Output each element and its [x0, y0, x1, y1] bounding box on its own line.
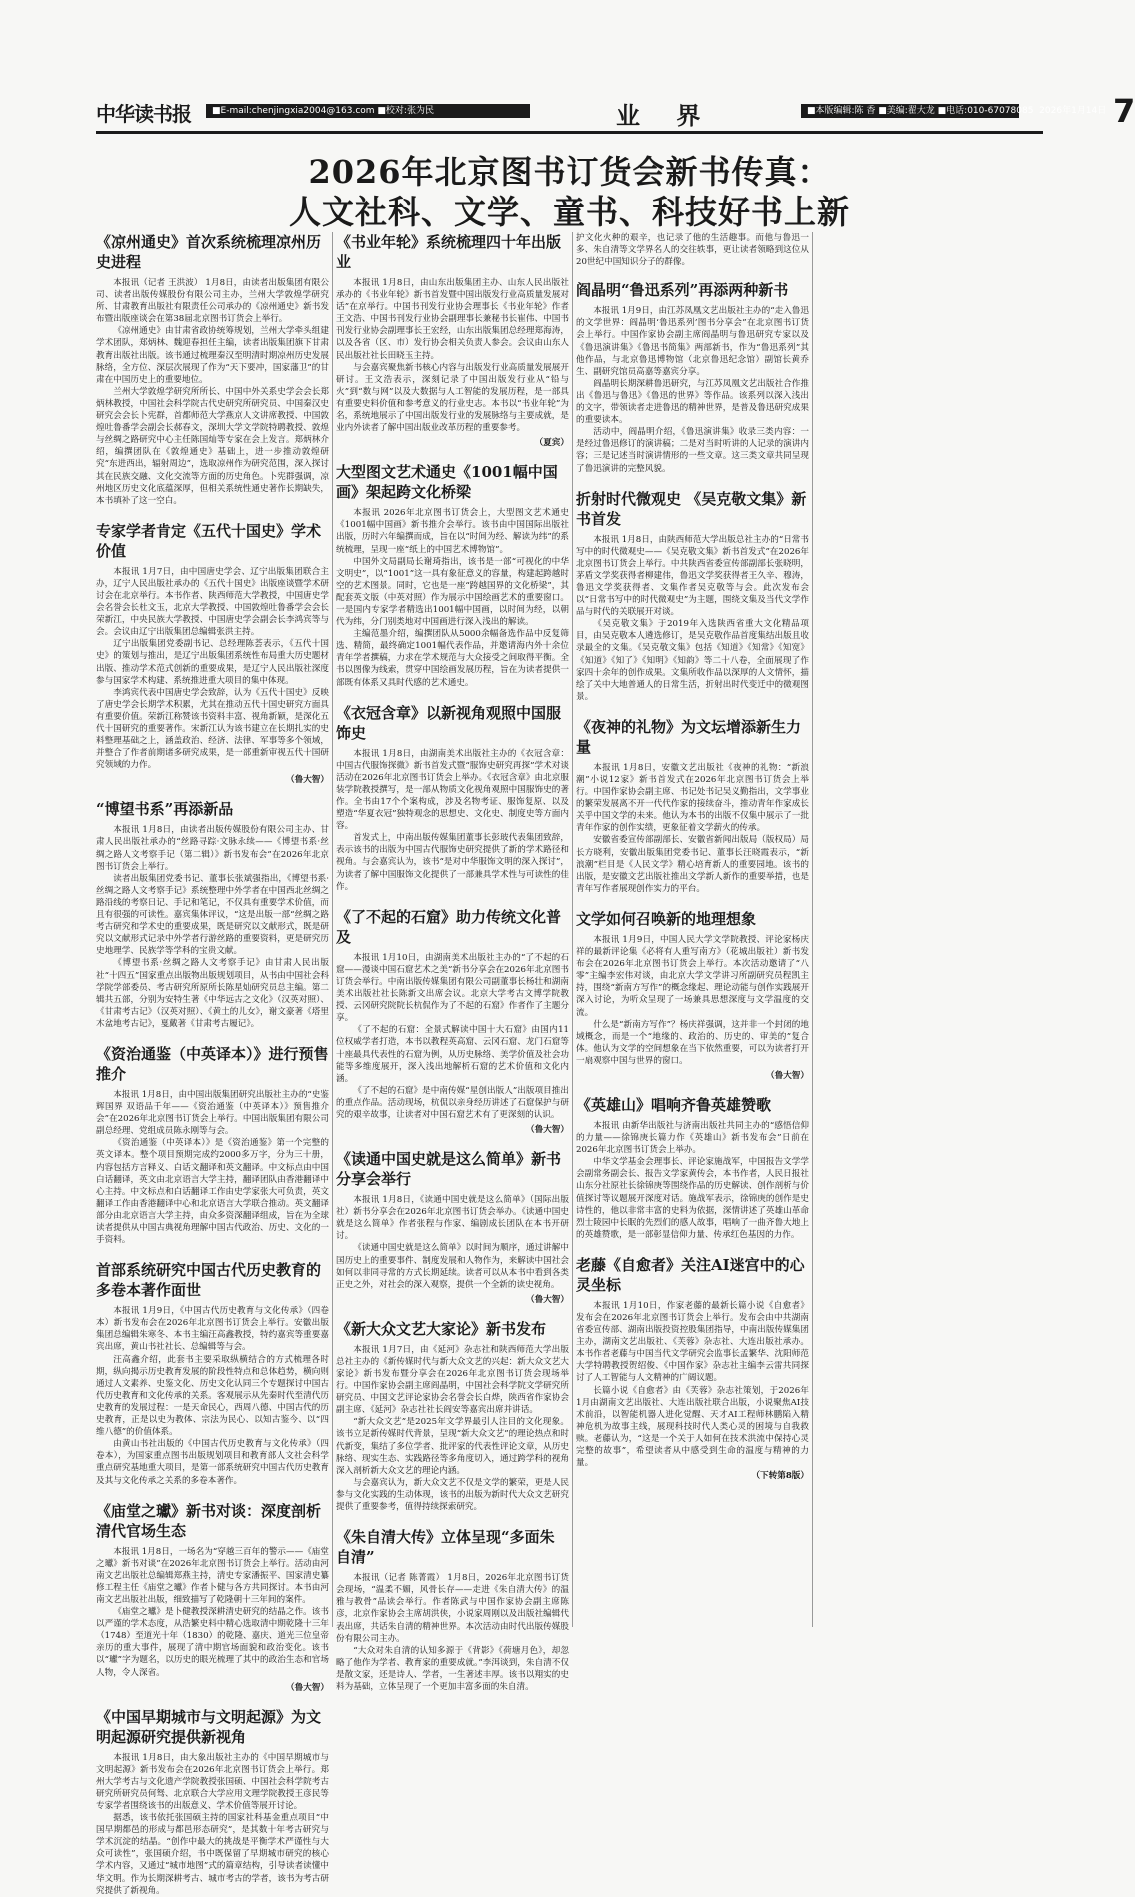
article-paragraph: 本报讯（记者 王洪波） 1月8日，由读者出版集团有限公司、读者出版传媒股份有限公司主办，兰州大学敦煌学研究所、甘肃教育出版社有限责任公司承办的《凉州通史》新书发布暨出版座谈会在第38届北京图书订货会上举行。 [96, 278, 329, 325]
article-title: 《中国早期城市与文明起源》为文明起源研究提供新视角 [96, 1707, 322, 1746]
page-headline [96, 152, 1043, 232]
article-title: 《凉州通史》首次系统梳理凉州历史进程 [96, 233, 322, 271]
article-byline: （鲁大智） [526, 1125, 569, 1136]
article-byline: （鲁大智） [286, 775, 329, 786]
article-byline: （夏宾） [534, 438, 569, 449]
article-1001-paintings [336, 462, 569, 688]
column-2 [336, 232, 569, 1692]
article-title: 《资治通鉴（中英译本）》进行预售推介 [96, 1044, 329, 1083]
article-paragraph: 护文化火种的艰辛，也记录了他的生活趣事。而他与鲁迅一多、朱自清等文学界名人的交往轶事，更让读者领略到这位从20世纪中国知识分子的群像。 [576, 233, 809, 268]
article-bowang [96, 799, 329, 1030]
page-number: 7 [1113, 92, 1135, 130]
article-paragraph: 本报讯 1月8日，一场名为“穿越三百年的警示——《庙堂之瓛》新书对谈”在2026年北京图书订货会上举行。活动由河南文艺出版社总编辑郑燕主持，清史专家潘振平、国家清史纂修工程主任《庙堂之瓛》作者卜健与各方共同探讨。本书由河南文艺出版社出版，细致描写了乾隆朝十三年间的案件。 [96, 1546, 329, 1605]
article-title: 《庙堂之瓛》新书对谈：深度剖析清代官场生态 [96, 1501, 322, 1540]
article-paragraph: 由黄山书社出版的《中国古代历史教育与文化传承》（四卷本），为国家重点图书出版规划项目和教育部人文社会科学重点研究基地重大项目，是第一部系统研究中国古代历史教育及其与文化传承之关系的多卷本著作。 [96, 1439, 329, 1486]
article-geographic-imagination [576, 909, 809, 1081]
article-paragraph: 本报讯 1月8日，由中国出版集团研究出版社主办的“史鉴辉国界 双语品千年——《资治通鉴（中英译本）》预售推介会”在2026年北京图书订货会上举行。中国出版集团有限公司副总经理、党组成员陈永刚等与会。 [96, 1089, 329, 1137]
article-self-healer [576, 1255, 809, 1481]
article-title: 折射时代微观史 《吴克敬文集》新书首发 [576, 489, 807, 528]
article-wu-kejing [576, 489, 809, 703]
column-divider [812, 232, 813, 1627]
article-paragraph: 中国外文局副局长谢琦指出，该书是一部“可视化的中华文明史”，以“1001”这一具有象征意义的容量，构建起跨越时空的艺术图景。同时，它也是一座“跨越国界的文化桥梁”，其配套英文版（中英对照）作为展示中国绘画艺术的重要窗口。一是国内专家学者精选出1001幅中国画，以时间为经，以朝代为纬，分门别类地对中国画进行深入浅出的解读。 [336, 556, 569, 628]
section-name: 业 界 [616, 102, 715, 130]
article-chinese-history [336, 1149, 569, 1305]
article-grottoes [336, 907, 569, 1135]
article-paragraph: 据悉，该书依托张国硕主持的国家社科基金重点项目“中国早期都邑的形成与都邑形态研究”，是其数十年考古研究与学术沉淀的结晶。“创作中最大的挑战是平衡学术严谨性与大众可读性”，张国硕介绍，书中既保留了早期城市研究的核心学术内容，又通过“城市地图”式的篇章结构，引导读者读懂中华文明。作为长期深耕考古、城市考古的学者，该书为考古研究提供了新视角。 [96, 1813, 329, 1896]
article-paragraph: 《凉州通史》由甘肃省政协统筹规划，兰州大学牵头组建学术团队，郑炳林、魏迎春担任主编，读者出版集团旗下甘肃教育出版社出版。该书通过梳理秦汉至明清时期凉州历史发展脉络，全方位、深层次展现了作为“天下要冲，国家藩卫”的甘肃在中国历史上的重要地位。 [96, 326, 329, 385]
page-info-bar: ■本版编辑:陈 香 ■美编:翟大龙 ■电话:010-67078085 2026年1月14日 [801, 104, 1019, 118]
article-paragraph: 本报讯 1月10日，作家老藤的最新长篇小说《自愈者》发布会在2026年北京图书订货会上举行。发布会由中共湖南省委宣传部、湖南出版投资控股集团指导，中南出版传媒集团主办，湖南文艺出版社、《芙蓉》杂志社、大连出版社承办。本书作者老藤与中国当代文学研究会监事长孟繁华、沈阳师范大学特聘教授贺绍俊、《中国作家》杂志社主编李云雷共同探讨了人工智能与人文精神的广阔议题。 [576, 1300, 809, 1384]
article-lu-xun-series [576, 232, 809, 475]
article-paragraph: 辽宁出版集团党委副书记、总经理陈荟表示，《五代十国史》的策划与推出，是辽宁出版集团系统性布局重大历史题材出版、推动学术范式创新的重要成果，是辽宁人民出版社深度参与国家学术构建、系统推进重大项目的集中体现。 [96, 639, 329, 686]
article-paragraph: 本报讯 1月8日，《读通中国史就是这么简单》（国际出版社）新书分享会在2026年北京图书订货会举办。《读通中国史就是这么简单》作者张程与作家、编剧成长团队在本书开研讨。 [336, 1195, 569, 1242]
masthead [96, 92, 1135, 130]
article-paragraph: 《了不起的石窟》是中南传媒“星创出版人”出版项目推出的重点作品。活动现场，杭侃以亲身经历讲述了石窟保护与研究的艰辛故事，让读者对中国石窟艺术有了更深刻的认识。 [336, 1085, 569, 1120]
article-miaotang [96, 1501, 329, 1693]
article-paragraph: “大众对朱自清的认知多源于《背影》《荷塘月色》，却忽略了他作为学者、教育家的重要成就。”李洱谈到，朱自清不仅是散文家，还是诗人、学者，一生著述丰厚。该书以翔实的史料为基础，立体呈现了一个更加丰富多面的朱自清。 [336, 1645, 569, 1692]
article-paragraph: 《读通中国史就是这么简单》以时间为顺序，通过讲解中国历史上的重要事件、制度发展和人物作为，来解读中国社会如何以非同寻常的方式长期延续。读者可以从本书中看到各类正史之外，对社会的深入观察，提供一个全新的读史视角。 [336, 1243, 569, 1290]
article-title: 老藤《自愈者》关注AI迷宫中的心灵坐标 [576, 1255, 805, 1294]
article-paragraph: 读者出版集团党委书记、董事长张斌强指出，《博望书系·丝绸之路人文考察手记》系统整理中外学者在中国西北丝绸之路沿线的考察日记、手记和笔记，不仅具有重要学术价值，而且有很强的可读性。嘉宾集体评议，“这是出版一部“丝绸之路考古研究和学术史的重要成果，既是研究以文献形式，既是研究以文献形式记录中外学者行游丝路的重要资料，更是研究历史地理学、民族学等学科的宝贵文献。 [96, 873, 329, 957]
article-paragraph: 与会嘉宾认为，新大众文艺不仅是文学的繁荣，更是人民参与文化实践的生动体现，该书的出版为新时代大众文艺研究提供了重要参考，值得持续探索研究。 [336, 1477, 569, 1513]
article-byline: （鲁大智） [286, 1682, 329, 1693]
article-paragraph: 本报讯 1月9日，由江苏凤凰文艺出版社主办的“走入鲁迅的文学世界：阎晶明‘鲁迅系列’图书分享会”在北京图书订货会上举行。中国作家协会副主席阎晶明与鲁迅研究专家以及《鲁迅演讲集》《鲁迅书简集》两部新书，作为“鲁迅系列”其他作品，与北京鲁迅博物馆（北京鲁迅纪念馆）副馆长黄乔生、副研究馆员高嘉等嘉宾分享。 [576, 306, 809, 377]
column-3 [576, 232, 809, 1627]
article-paragraph: 本报讯 2026年北京图书订货会上，大型图文艺术通史《1001幅中国画》新书推介会举行。该书由中国国际出版社出版，历时六年编撰而成，旨在以“时间为经、解读为纬”的系统梳理，呈现一座“纸上的中国艺术博物馆”。 [336, 508, 569, 555]
article-paragraph: 兰州大学敦煌学研究所所长、中国中外关系史学会会长郑炳林教授，中国社会科学院古代史研究所研究员、中国秦汉史研究会会长卜宪群，首都师范大学燕京人文讲席教授、中国敦煌吐鲁番学会副会长郝春文，深圳大学文学院特聘教授、敦煌与丝绸之路研究中心主任陈国灿等专家在会上发言。郑炳林介绍，编撰团队在《敦煌通史》基础上，进一步推动敦煌研究“东进西出，辐射周边”，选取凉州作为研究范围，深入探讨其在民族交融、文化交流等方面的历史角色。卜宪群强调，凉州地区历史文化底蕴深厚，但相关系统性通史著作长期缺失，本书填补了这一空白。 [96, 386, 329, 506]
issue-date: 2026年1月14日 [1039, 106, 1107, 116]
headline-line-1: 2026年北京图书订货会新书传真： [308, 153, 831, 191]
article-zizhitongjian [96, 1044, 329, 1246]
article-byline: （鲁大智） [766, 1070, 809, 1081]
article-paragraph: 阎晶明长期深耕鲁迅研究，与江苏凤凰文艺出版社合作推出《鲁迅与鲁迅》《鲁迅的世界》等作品。该系列以深入浅出的文字，带领读者走进鲁迅的精神世界，是普及鲁迅研究成果的重要读本。 [576, 378, 809, 426]
article-paragraph: 本报讯 1月8日，由陕西师范大学出版总社主办的“日常书写中的时代微观史——《吴克敬文集》新书首发式”在2026年北京图书订货会上举行。中共陕西省委宣传部副部长张晓明，茅盾文学奖获得者柳建伟，鲁迅文学奖获得者王久辛、穆涛，鲁迅文学奖获得者、文集作者吴克敬等与会。此次发布会以“日常书写中的时代微观史”为主题，围绕文集及当代文学作品与时代的关联展开对谈。 [576, 534, 809, 618]
article-title: 《英雄山》唱响齐鲁英雄赞歌 [576, 1095, 772, 1114]
article-title: 《读通中国史就是这么简单》新书分享会举行 [336, 1150, 562, 1189]
headline-line-2: 人文社科、文学、童书、科技好书上新 [288, 193, 850, 231]
article-paragraph: 本报讯 1月7日，由中国唐史学会、辽宁出版集团联合主办，辽宁人民出版社承办的《五代十国史》出版座谈暨学术研讨会在北京举行。本书作者、陕西师范大学教授，中国唐史学会名誉会长杜文玉，北京大学教授、中国敦煌吐鲁番学会会长荣新江，中央民族大学教授、中国唐史学会副会长李鸿宾等与会。会议由辽宁出版集团总编辑张洪主持。 [96, 566, 329, 638]
article-paragraph: 本报讯 1月7日，由《延河》杂志社和陕西师范大学出版总社主办的《新传媒时代与新大众文艺的兴起：新大众文艺大家论》新书发布暨分享会在2026年北京图书订货会现场举行。中国作家协会副主席阎晶明，中国社会科学院文学研究所研究员、中国文艺评论家协会名誉会长白烨，陕西省作家协会副主席、《延河》杂志社社长阎安等嘉宾出席并讲话。 [336, 1344, 569, 1416]
article-paragraph: 《庙堂之瓛》是卜健教授深耕清史研究的结晶之作。该书以严谨的学术态度，从浩繁史料中精心选取清中期乾隆十三年（1748）至道光十年（1830）的乾隆、嘉庆、道光三位皇帝亲历的重大事件，展现了清中期官场面貌和政治变化。该书以“瓛”字为题名，以历史的眼光梳理了其中的政治生态和官场人物，令人深省。 [96, 1607, 329, 1678]
article-paragraph: “新大众文艺”是2025年文学界最引人注目的文化现象。该书立足新传媒时代背景，呈现“新大众文艺”的理论热点和时代新变，集结了多位学者、批评家的代表性评论文章，从历史脉络、现实生态、实践路径等多角度切入，通过跨学科的视角深入剖析新大众文艺的理论内涵。 [336, 1417, 569, 1476]
article-paragraph: 《博望书系·丝绸之路人文考察手记》由甘肃人民出版社“十四五”国家重点出版物出版规划项目，从书由中国社会科学院学部委员、考古研究所原所长陈星灿研究员总主编。第二辑共五部，分别为安特生著《中华远古之文化》（汉英对照）、《甘肃考古记》（汉英对照）、《黄土的儿女》，谢文豪著《塔里木盆地考古记》，戛戴著《甘肃考古履记》。 [96, 958, 329, 1029]
article-yiguan-hanzhang [336, 703, 569, 893]
article-paragraph: 长篇小说《自愈者》由《芙蓉》杂志社策划，于2026年1月由湖南文艺出版社、大连出版社联合出版，小说聚焦AI技术前沿，以智能机器人进化觉醒、天才AI工程师林鹏陷入精神危机为故事主线，展现科技时代人类心灵的困境与自我救赎。老藤认为，“这是一个关于人如何在技术洪流中保持心灵完整的故事”，希望读者从中感受到生命的温度与精神的力量。 [576, 1385, 809, 1469]
article-paragraph: 安徽省委宣传部副部长、安徽省新闻出版局（版权局）局长方晓利，安徽出版集团党委书记、董事长汪晓霞表示，“新浪潮”栏目是《人民文学》精心培育新人的重要园地。该书的出版，是安徽文艺出版社推出文学新人新作的重要举措，也是青年写作者展现创作实力的平台。 [576, 835, 809, 894]
continued-note: （下转第8版） [751, 1471, 809, 1482]
article-paragraph: 《资治通鉴（中英译本）》是《资治通鉴》第一个完整的英文译本。整个项目预期完成约2000多万字，分为三十册，内容包括方言释义、白话文翻译和英文翻译。中文标点由中国白话翻译，英文由北京语言大学主持，翻译团队由香港翻译中心主持。中文标点和白话翻译工作由史学家张大可负责，英文翻译工作由香港翻译中心和北京语言大学联合推动。英文翻译部分由北京语言大学主持，由众多资深翻译组成，旨在为全球读者提供从中国古典视角理解中国古代政治、历史、文化的一手资料。 [96, 1138, 329, 1246]
article-title: 《了不起的石窟》助力传统文化普及 [336, 907, 562, 946]
article-paragraph: 与会嘉宾聚焦新书核心内容与出版发行业高质量发展展开研讨。王文浩表示，深刻记录了中国出版发行业从“铅与火”到“数与网”以及大数据与人工智能的发展历程，是一部具有重要史料价值和参考意义的行业史志。本书以“书业年轮”为名，系统地展示了中国出版发行业的发展脉络与主要成就，是业内外读者了解中国出版业改革历程的重要参考。 [336, 362, 569, 434]
article-title: 文学如何召唤新的地理想象 [576, 909, 757, 928]
article-paragraph: 本报讯 1月9日，《中国古代历史教育与文化传承》（四卷本）新书发布会在2026年北京图书订货会上举行。安徽出版集团总编辑朱寒冬、本书主编汪高鑫教授，特约嘉宾等重要嘉宾出席，黄山书社社长、总编辑等与会。 [96, 1306, 329, 1353]
article-new-mass-literature [336, 1319, 569, 1513]
article-title: 《书业年轮》系统梳理四十年出版业 [336, 233, 562, 271]
article-title: 阎晶明“鲁迅系列”再添两种新书 [576, 281, 789, 300]
article-paragraph: 活动中，阎晶明介绍，《鲁迅演讲集》收录三类内容：一是经过鲁迅修订的演讲稿；二是对当时听讲的人记录的演讲内容；三是记述当时演讲情形的一些文章。这三类文章共同呈现了鲁迅演讲的完整风貌。 [576, 427, 809, 474]
article-paragraph: 本报讯（记者 陈菁霞） 1月8日，2026年北京图书订货会现场，“温柔不媚，风骨长存——走进《朱自清大传》的温雅与教骨”品读会举行。作者陈武与中国作家协会副主席陈彦，北京作家协会主席胡洪侠，小说家周刚以及出版社编辑代表出席，共话朱自清的精神世界。本次活动由时代出版传媒股份有限公司主办。 [336, 1573, 569, 1644]
article-paragraph: 本报讯 1月8日，由读者出版传媒股份有限公司主办、甘肃人民出版社承办的“丝路寻踪·文脉永续——《博望书系·丝绸之路人文考察手记（第二辑）》新书发布会”在2026年北京图书订货会上举行。 [96, 825, 329, 872]
article-title: 《新大众文艺大家论》新书发布 [336, 1319, 547, 1338]
article-night-god-gift [576, 717, 809, 895]
article-liangzhou [96, 232, 329, 507]
article-paragraph: 汪高鑫介绍，此套书主要采取纵横结合的方式梳理各时期，纵向揭示历史教育发展的阶段性特点和总体趋势，横向则通过人文素养、史鉴文化、历史文化认同三个专题探讨中国古代历史教育和文化传承的关系。客观展示从先秦时代至清代历史教育的发展过程：一是天命民心，西周八德、中国古代的历史教育，正是以史为教体、宗法为民心、以知古鉴今、以“四维八德”的价值体系。 [96, 1354, 329, 1438]
editor-contact-bar: ■E-mail:chenjingxia2004@163.com ■校对:张为民 [206, 104, 530, 118]
column-divider [332, 232, 333, 1627]
column-divider [572, 232, 573, 1627]
article-title: 《衣冠含章》以新视角观照中国服饰史 [336, 703, 562, 742]
article-hero-mountain [576, 1095, 809, 1241]
article-title: “博望书系”再添新品 [96, 800, 234, 819]
article-early-cities [96, 1707, 329, 1897]
newspaper-logo: 中华读书报 [96, 102, 191, 126]
article-paragraph: 本报讯 1月9日，中国人民大学文学院教授、评论家杨庆祥的最新评论集《必将有人重写南方》（花城出版社）新书发布会在2026年北京图书订货会上举行。本次活动邀请了“八零”主编李宏伟对谈，由北京大学文学讲习所副研究员程凯主持，围绕“新南方写作”的概念缘起、理论动能与创作实践展开深入讨论，为听众呈现了一场兼具思想深度与文学温度的交流。 [576, 934, 809, 1018]
article-paragraph: 中华文学基金会理事长、评论家施战军，中国报告文学学会副常务副会长、报告文学家黄传会，本书作者，人民日报社山东分社原社长徐锦庚等围绕作品的历史解读、创作剖析与价值探讨等议题展开深度对话。施战军表示，徐锦庚的创作是史诗性的，他以非常丰富的史料为依据，深情讲述了英雄山革命烈士陵园中长眠的先烈们的感人故事，唱响了一曲齐鲁大地上的英雄赞歌，是一部彰显信仰力量、传承红色基因的力作。 [576, 1157, 809, 1240]
article-paragraph: 本报讯 1月8日，安徽文艺出版社《夜神的礼物：“新浪潮”小说12家》新书首发式在2026年北京图书订货会上举行。中国作家协会副主席、书记处书记吴义勤指出，文学事业的繁荣发展离不开一代代作家的接续奋斗，推动青年作家成长关乎中国文学的未来。他认为本书的出版不仅集中展示了一批青年作家的创作实绩，更象征着文学薪火的传承。 [576, 762, 809, 834]
article-title: 专家学者肯定《五代十国史》学术价值 [96, 521, 322, 560]
article-paragraph: 李鸿宾代表中国唐史学会致辞，认为《五代十国史》反映了唐史学会长期学术积累，尤其在推动五代十国史研究方面具有重要价值。荣新江称赞该书资料丰富、视角新颖，是深化五代十国研究的重要著作。宋新江认为该书建立在长期扎实的史料整理基础之上，涵盖政治、经济、法律、军事等多个领域，并整合了作者前期诸多研究成果，是一部重新审视五代十国研究领域的力作。 [96, 687, 329, 771]
article-shuye-nianlun [336, 232, 569, 448]
article-paragraph: 本报讯 1月8日，由湖南美术出版社主办的《衣冠含章：中国古代服饰探微》新书首发式暨“服饰史研究再探”学术对谈活动在2026年北京图书订货会上举办。《衣冠含章》由北京服装学院教授撰写，是一部从物质文化视角观照中国服饰史的著作。全书由17个个案构成，涉及名物考证、服饰复原、以及塑造“华夏衣冠”独特观念的思想史、文化史、制度史等方面内容。 [336, 748, 569, 832]
article-zhu-ziqing [336, 1527, 569, 1693]
article-paragraph: 本报讯 由新华出版社与济南出版社共同主办的“感悟信仰的力量——徐锦庚长篇力作《英雄山》新书发布会”日前在2026年北京图书订货会上举办。 [576, 1120, 809, 1156]
article-paragraph: 主编范墨介绍，编撰团队从5000余幅备选作品中反复筛选、精简，最终确定1001幅代表作品，并邀请海内外十余位青年学者撰稿，力求在学术规范与大众接受之间取得平衡。全书以图像为线索，贯穿中国绘画发展历程，旨在为读者提供一部既有体系又具时代感的艺术通史。 [336, 629, 569, 688]
article-paragraph: 《吴克敬文集》于2019年入选陕西省重大文化精品项目，由吴克敬本人遴选修订，是吴克敬作品首度集结出版且收录最全的文集。《吴克敬文集》包括《知道》《知常》《知宽》《知道》《知了》《知明》《知韵》等二十八卷，全面展现了作家四十余年的创作成果。文集所收作品以深厚的人文情怀，描绘了关中大地普通人的日常生活，折射出时代变迁中的微观图景。 [576, 619, 809, 702]
article-title: 《夜神的礼物》为文坛增添新生力量 [576, 717, 802, 756]
article-paragraph: 本报讯 1月8日，由山东出版集团主办、山东人民出版社承办的《书业年轮》新书首发暨中国出版发行业高质量发展对话”在京举行。中国书刊发行业协会理事长《书业年轮》作者王文浩、中国书刊发行业协会副理事长兼秘书长崔伟、中国书刊发行业协会副理事长王宏经，山东出版集团总经理郑海涛，以及各省（区、市）发行协会相关负责人参会。会议由山东人民出版社社长田晓玉主持。 [336, 278, 569, 361]
article-title: 大型图文艺术通史《1001幅中国画》架起跨文化桥梁 [336, 463, 558, 502]
article-title: 首部系统研究中国古代历史教育的多卷本著作面世 [96, 1261, 322, 1300]
masthead-rule [96, 131, 1043, 134]
article-wudai [96, 521, 329, 786]
article-paragraph: 《了不起的石窟：全景式解读中国十大石窟》由国内11位权威学者打造，本书以教程英高窟、云冈石窟、龙门石窟等十座最具代表性的石窟为例，从历史脉络、美学价值及社会功能等多维度展开，深入浅出地解析石窟的艺术价值和文化内涵。 [336, 1025, 569, 1084]
article-byline: （鲁大智） [526, 1294, 569, 1305]
article-paragraph: 本报讯 1月10日，由湖南美术出版社主办的“了不起的石窟——漫谈中国石窟艺术之美”新书分享会在2026年北京图书订货会举行。中南出版传媒集团有限公司副董事长杨壮和湖南美术出版社社长陈新文出席会议。北京大学考古文博学院教授、云冈研究院院长杭侃作为了不起的石窟》作者作了主题分享。 [336, 952, 569, 1024]
article-paragraph: 本报讯 1月8日，由大象出版社主办的《中国早期城市与文明起源》新书发布会在2026年北京图书订货会上举行。郑州大学考古与文化遗产学院教授张国硕、中国社会科学院考古研究所研究员何驽、北京联合大学应用文理学院教授王彦民等专家学者围绕该书的出版意义、学术价值等展开讨论。 [96, 1752, 329, 1811]
article-paragraph: 什么是“新南方写作”？杨庆祥强调，这并非一个封闭的地域概念，而是一个“地缘的、政治的、历史的、审美的”复合体。他认为文学的空间想象在当下依然重要，可以为读者打开一扇观察中国与世界的窗口。 [576, 1019, 809, 1066]
article-title: 《朱自清大传》立体呈现“多面朱自清” [336, 1528, 555, 1567]
article-history-education [96, 1260, 329, 1486]
column-1 [96, 232, 329, 1896]
article-paragraph: 首发式上，中南出版传媒集团董事长彭玻代表集团致辞，表示该书的出版为中国古代服饰史研究提供了新的学术路径和视角。与会嘉宾认为，该书“是对中华服饰文明的深入探讨”，为读者了解中国服饰文化提供了一部兼具学术性与可读性的佳作。 [336, 833, 569, 892]
